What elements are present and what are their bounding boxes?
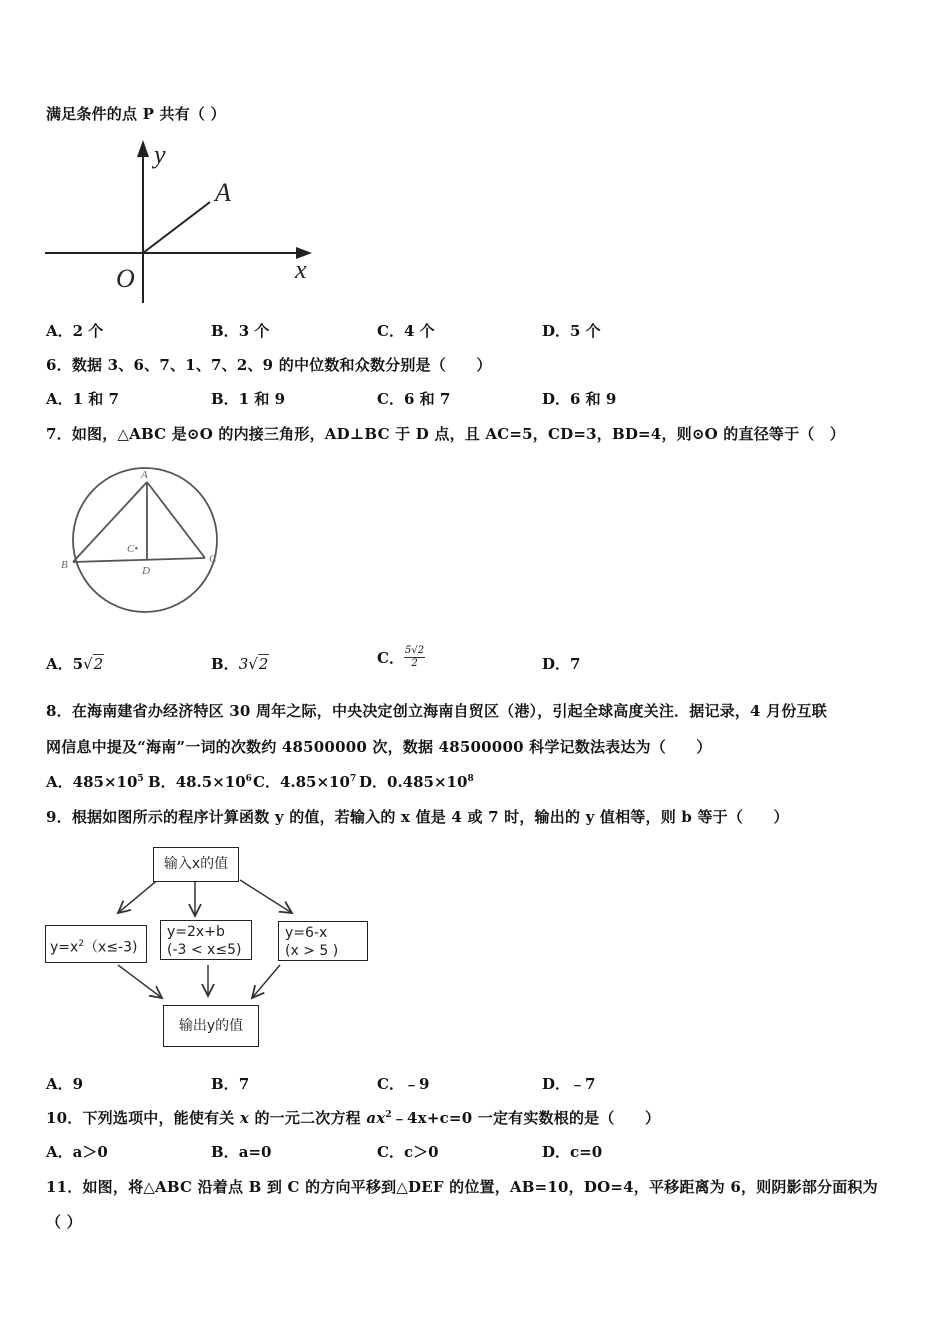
flow-mid-box: y=2x+b (-3 < x≤5): [160, 920, 252, 960]
q7-option-c: C． $\frac{5√2}{2}$: [377, 645, 425, 669]
q8-stem-line2: 网信息中提及“海南”一词的次数约 48500000 次，数据 48500000 科学记数法表达为（ ）: [46, 738, 712, 756]
label-b: B: [61, 559, 68, 571]
q6-option-c: C．6 和 7: [377, 390, 451, 408]
q9-option-d: D．﹣7: [542, 1075, 596, 1093]
q5-option-d: D．5 个: [542, 322, 601, 340]
label-a: A: [141, 469, 148, 481]
q10-stem: 10．下列选项中，能使有关 x 的一元二次方程 $ax^2﹣4x+c=0$ 一定有实数根的是（ ）: [46, 1109, 661, 1127]
q7-stem: 7．如图，△ABC 是⊙O 的内接三角形，AD⊥BC 于 D 点，且 AC=5，CD=3，BD=4，则⊙O 的直径等于（ ）: [46, 425, 845, 443]
q10-option-a: A．a＞0: [46, 1143, 108, 1161]
q5-option-b: B．3 个: [211, 322, 270, 340]
q8-option-b: B．$48.5\times 10^6$: [148, 773, 252, 791]
q9-option-c: C．﹣9: [377, 1075, 430, 1093]
flow-left-box: $y=x^2(x\le-3)$: [45, 925, 147, 963]
q8-option-c: C．$4.85\times 10^7$: [253, 773, 357, 791]
q10-option-c: C．c＞0: [377, 1143, 439, 1161]
q7-option-d: D．7: [542, 655, 581, 673]
x-label: x: [295, 255, 307, 284]
a-label: A: [215, 178, 231, 207]
q9-option-a: A．9: [46, 1075, 84, 1093]
arrow-left-output: [118, 965, 162, 998]
q6-option-d: D．6 和 9: [542, 390, 617, 408]
arrow-input-left: [118, 878, 160, 913]
arrow-right-output: [252, 965, 280, 998]
q9-stem: 9．根据如图所示的程序计算函数 y 的值，若输入的 x 值是 4 或 7 时，输出的 y 值相等，则 b 等于（ ）: [46, 808, 789, 826]
y-label: y: [154, 140, 166, 169]
q8-option-d: D．$0.485\times 10^8$: [359, 773, 474, 791]
q7-option-a: A．5√2: [46, 655, 104, 673]
q11-stem-line1: 11．如图，将△ABC 沿着点 B 到 C 的方向平移到△DEF 的位置，AB=10，DO=4，平移距离为 6，则阴影部分面积为: [46, 1178, 878, 1196]
label-center: C•: [127, 543, 139, 555]
q7-option-b: B．3√2: [211, 655, 269, 673]
q10-option-b: B．a=0: [211, 1143, 272, 1161]
flow-right-box: y=6-x (x > 5 ): [278, 921, 368, 961]
q9-option-b: B．7: [211, 1075, 250, 1093]
q6-option-b: B．1 和 9: [211, 390, 286, 408]
q5-stem: 满足条件的点 P 共有（ ）: [46, 105, 226, 123]
q11-stem-line2: （ ）: [46, 1213, 82, 1231]
q5-option-a: A．2 个: [46, 322, 104, 340]
flow-output-box: 输出y的值: [163, 1005, 259, 1047]
q10-option-d: D．c=0: [542, 1143, 603, 1161]
q5-option-c: C．4 个: [377, 322, 435, 340]
label-c: C: [209, 553, 217, 565]
q6-option-a: A．1 和 7: [46, 390, 119, 408]
label-d: D: [142, 565, 150, 577]
q6-stem: 6．数据 3、6、7、1、7、2、9 的中位数和众数分别是（ ）: [46, 356, 492, 374]
q8-stem-line1: 8．在海南建省办经济特区 30 周年之际，中央决定创立海南自贸区（港），引起全球高度关注．据记录，4 月份互联: [46, 702, 827, 720]
flow-input-box: 输入x的值: [153, 847, 239, 882]
o-label: O: [116, 264, 135, 293]
q8-option-a: A．$485\times 10^5$: [46, 773, 144, 791]
arrow-input-right: [240, 880, 292, 913]
